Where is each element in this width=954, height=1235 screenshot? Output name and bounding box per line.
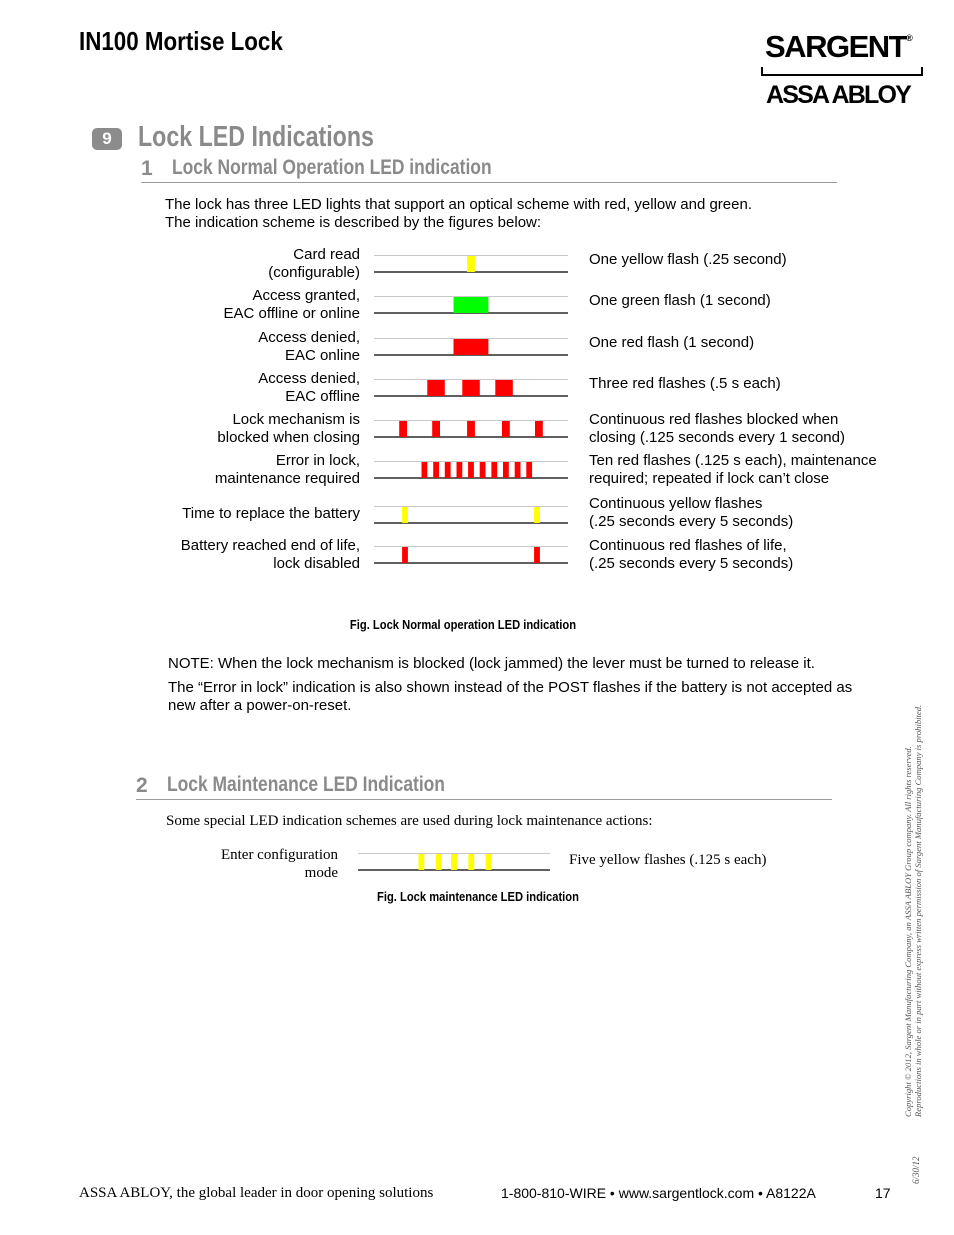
led-flash-pulse: [535, 421, 543, 437]
description-line: One yellow flash (.25 second): [589, 251, 787, 268]
subsection-1-title: Lock Normal Operation LED indication: [172, 156, 492, 179]
led-flash-pulse: [454, 339, 489, 355]
figure-2-caption: Fig. Lock maintenance LED indication: [377, 889, 579, 904]
led-flash-pulse: [515, 462, 521, 478]
copyright-line-2: Reproductions in whole or in part without express written permission of Sargent Manufacturing Company is prohibited.: [913, 704, 923, 1117]
led-row-1-description: [589, 251, 787, 269]
led-flash-pulse: [503, 462, 509, 478]
led-row-6-description: [589, 452, 877, 487]
subsection-2-title: Lock Maintenance LED Indication: [167, 773, 445, 796]
led-flash-pulse: [419, 854, 425, 870]
led-flash-pulse: [427, 380, 445, 396]
led-row-7-timeline: [374, 505, 568, 525]
note-paragraph: NOTE: When the lock mechanism is blocked (lock jammed) the lever must be turned to release it.: [168, 655, 815, 672]
led-flash-pulse: [422, 462, 428, 478]
led-row-1-label-left: [110, 246, 360, 281]
label-line: blocked when closing: [217, 428, 360, 446]
led-flash-pulse: [432, 421, 440, 437]
label-line: mode: [304, 864, 338, 881]
led-row-5-timeline: [374, 419, 568, 439]
led-flash-pulse: [468, 854, 474, 870]
page-number: 17: [875, 1185, 891, 1201]
led-flash-pulse: [445, 462, 451, 478]
led-flash-pulse: [402, 547, 408, 563]
copyright-notice: [903, 657, 923, 1117]
led-flash-pulse: [433, 462, 439, 478]
description-line: closing (.125 seconds every 1 second): [589, 428, 845, 446]
subsection-1-rule: [141, 182, 837, 183]
description-line: Continuous red flashes of life,: [589, 537, 787, 554]
led-row-6-label-left: [110, 452, 360, 487]
led-flash-pulse: [454, 297, 489, 313]
description-line: required; repeated if lock can’t close: [589, 469, 830, 487]
led-flash-pulse: [491, 462, 497, 478]
footer-contact: 1-800-810-WIRE • www.sargentlock.com • A8122A: [501, 1185, 816, 1201]
figure-1-caption: Fig. Lock Normal operation LED indication: [349, 617, 577, 632]
section-number-badge: 9: [92, 128, 122, 150]
description-line: Three red flashes (.5 s each): [589, 375, 781, 392]
led-flash-pulse: [436, 854, 442, 870]
subsection-2-intro: Some special LED indication schemes are used during lock maintenance actions:: [166, 813, 653, 829]
led-flash-pulse: [534, 547, 540, 563]
label-line: Battery reached end of life,: [180, 537, 360, 554]
description-line: One green flash (1 second): [589, 292, 771, 309]
led-row-2-description: [589, 292, 771, 310]
label-line: Lock mechanism is: [232, 411, 360, 428]
led-row-3-timeline: [374, 337, 568, 357]
led-row-8-timeline: [374, 545, 568, 565]
led-row-6-timeline: [374, 460, 568, 480]
led-flash-pulse: [480, 462, 486, 478]
description-line: One red flash (1 second): [589, 334, 755, 351]
sargent-logo: [765, 29, 913, 65]
revision-date: 6/30/12: [911, 1156, 921, 1184]
description-line: Continuous red flashes blocked when: [589, 411, 839, 428]
copyright-line-1: Copyright © 2012, Sargent Manufacturing Company, an ASSA ABLOY Group company. All rights reserved.: [903, 746, 913, 1117]
logo-bracket: [761, 67, 923, 76]
led-flash-pulse: [495, 380, 513, 396]
registered-mark: ®: [906, 33, 913, 43]
label-line: Access denied,: [258, 329, 360, 346]
label-line: Card read: [293, 246, 360, 263]
label-line: EAC offline: [285, 387, 360, 405]
document-title: IN100 Mortise Lock: [79, 26, 283, 56]
maintenance-row-timeline: [358, 852, 550, 872]
section-title: Lock LED Indications: [138, 121, 374, 153]
led-row-1-timeline: [374, 254, 568, 274]
label-line: maintenance required: [214, 469, 360, 487]
intro-line-1: The lock has three LED lights that support an optical scheme with red, yellow and green.: [165, 196, 752, 213]
led-row-5-description: [589, 411, 845, 446]
note-paragraph-2: The “Error in lock” indication is also shown instead of the POST flashes if the battery is not accepted as new after a power-on-reset.: [168, 679, 853, 714]
subsection-2-rule: [136, 799, 832, 800]
intro-line-2: The indication scheme is described by the figures below:: [165, 213, 542, 231]
maintenance-row-description: [569, 852, 766, 870]
label-line: Error in lock,: [275, 452, 360, 469]
label-line: Time to replace the battery: [182, 505, 360, 522]
sargent-logo-text: SARGENT: [765, 29, 907, 64]
led-row-4-label-left: [110, 370, 360, 405]
led-flash-pulse: [457, 462, 463, 478]
subsection-1-number: 1: [141, 157, 153, 180]
label-line: lock disabled: [273, 554, 360, 572]
description-line: Five yellow flashes (.125 s each): [569, 852, 767, 868]
led-flash-pulse: [534, 507, 540, 523]
led-flash-pulse: [486, 854, 492, 870]
assa-abloy-logo: ASSA ABLOY: [766, 81, 911, 109]
led-row-3-label-left: [110, 329, 360, 364]
label-line: Access denied,: [258, 370, 360, 387]
led-row-7-description: [589, 495, 793, 530]
led-row-4-description: [589, 375, 781, 393]
led-flash-pulse: [402, 507, 408, 523]
subsection-1-intro: [165, 196, 865, 231]
label-line: Access granted,: [252, 287, 360, 304]
led-row-2-label-left: [110, 287, 360, 322]
subsection-2-number: 2: [136, 774, 148, 797]
led-flash-pulse: [468, 462, 474, 478]
label-line: Enter configuration: [220, 847, 338, 863]
description-line: Continuous yellow flashes: [589, 495, 763, 512]
led-row-4-timeline: [374, 378, 568, 398]
led-flash-pulse: [462, 380, 480, 396]
led-flash-pulse: [502, 421, 510, 437]
label-line: EAC offline or online: [223, 304, 360, 322]
label-line: (configurable): [268, 263, 360, 281]
led-flash-pulse: [467, 421, 475, 437]
led-row-7-label-left: [110, 505, 360, 523]
led-row-8-label-left: [110, 537, 360, 572]
led-flash-pulse: [526, 462, 532, 478]
led-row-2-timeline: [374, 295, 568, 315]
led-row-3-description: [589, 334, 754, 352]
label-line: EAC online: [284, 346, 360, 364]
maintenance-row-label-left: [88, 847, 338, 882]
led-flash-pulse: [399, 421, 407, 437]
led-row-8-description: [589, 537, 793, 572]
led-flash-pulse: [451, 854, 457, 870]
description-line: Ten red flashes (.125 s each), maintenance: [589, 452, 877, 469]
description-line: (.25 seconds every 5 seconds): [589, 512, 794, 530]
description-line: (.25 seconds every 5 seconds): [589, 554, 794, 572]
led-row-5-label-left: [110, 411, 360, 446]
footer-tagline: ASSA ABLOY, the global leader in door opening solutions: [79, 1185, 434, 1201]
led-flash-pulse: [467, 256, 475, 272]
